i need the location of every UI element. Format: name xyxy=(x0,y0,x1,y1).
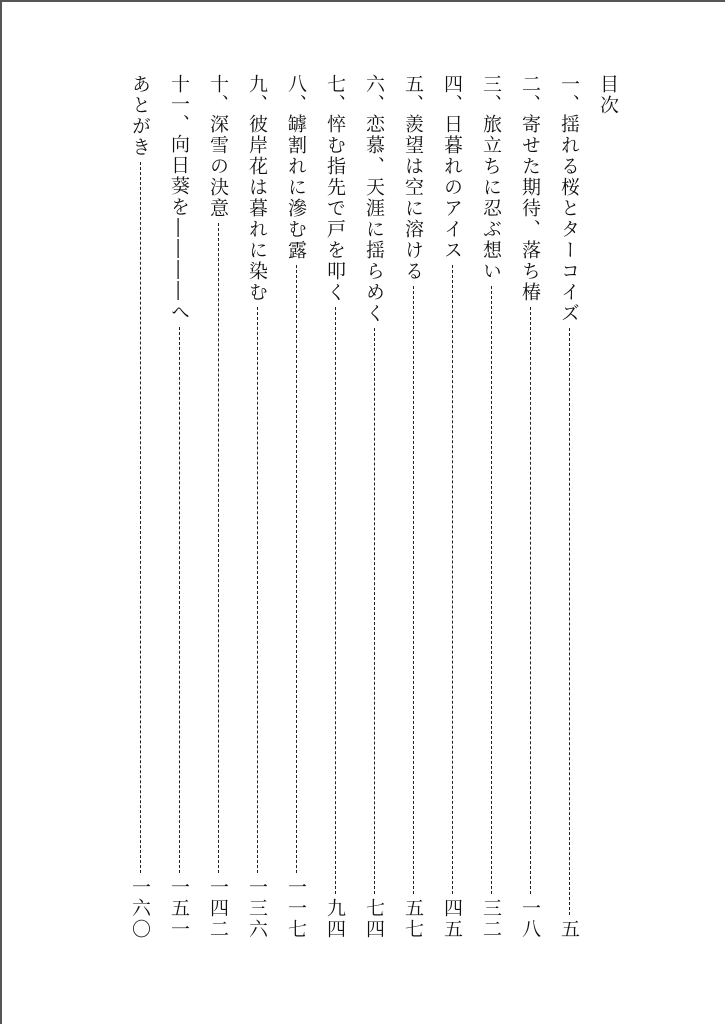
toc-entry xyxy=(243,74,271,940)
dot-leader xyxy=(452,265,453,894)
chapter-number: 五、 xyxy=(402,74,424,114)
toc-entry xyxy=(477,74,505,940)
page-number: 一四二 xyxy=(207,877,229,940)
chapter-title: 深雪の決意 xyxy=(207,114,229,219)
chapter-title: 旅立ちに忍ぶ想い xyxy=(480,114,502,282)
chapter-number: 一、 xyxy=(558,74,580,114)
chapter-number: 二、 xyxy=(519,74,541,114)
chapter-number: 三、 xyxy=(480,74,502,114)
page-number: 四五 xyxy=(441,898,463,940)
page-number: 五七 xyxy=(402,898,424,940)
chapter-number: 四、 xyxy=(441,74,463,114)
dot-leader xyxy=(413,286,414,894)
dot-leader xyxy=(296,265,297,873)
chapter-number: 十、 xyxy=(207,74,229,114)
chapter-title: 寄せた期待、落ち椿 xyxy=(519,114,541,303)
dot-leader xyxy=(491,286,492,894)
chapter-title: 罅割れに滲む露 xyxy=(285,114,307,261)
chapter-number: 八、 xyxy=(285,74,307,114)
chapter-title: 日暮れのアイス xyxy=(441,114,463,261)
dot-leader xyxy=(569,328,570,915)
afterword-title: あとがき xyxy=(129,74,151,158)
page-number: 九四 xyxy=(324,898,346,940)
page-number: 七四 xyxy=(363,898,385,940)
toc-entry xyxy=(516,74,544,940)
chapter-title: 向日葵を――――へ xyxy=(168,134,190,323)
dot-leader xyxy=(140,162,141,873)
dot-leader xyxy=(374,328,375,894)
toc-entry xyxy=(321,74,349,940)
chapter-title: 恋慕、天涯に揺らめく xyxy=(363,114,385,324)
page-number: 一三六 xyxy=(246,877,268,940)
toc-heading: 目次 xyxy=(597,74,619,116)
page-number: 三二 xyxy=(480,898,502,940)
toc-entry xyxy=(399,74,427,940)
chapter-number: 七、 xyxy=(324,74,346,114)
toc-entry xyxy=(165,74,193,940)
toc-entry xyxy=(126,74,154,940)
page-number: 一五一 xyxy=(168,877,190,940)
page-number: 一六〇 xyxy=(129,877,151,940)
dot-leader xyxy=(179,327,180,873)
chapter-number: 六、 xyxy=(363,74,385,114)
toc-entry xyxy=(282,74,310,940)
dot-leader xyxy=(530,307,531,894)
chapter-title: 悴む指先で戸を叩く xyxy=(324,114,346,303)
page-number: 一八 xyxy=(519,898,541,940)
dot-leader xyxy=(335,307,336,894)
page-number: 一一七 xyxy=(285,877,307,940)
toc-entry xyxy=(204,74,232,940)
toc-entry xyxy=(360,74,388,940)
dot-leader xyxy=(218,223,219,873)
chapter-number: 十一、 xyxy=(168,74,190,134)
toc-entry xyxy=(438,74,466,940)
chapter-title: 彼岸花は暮れに染む xyxy=(246,114,268,303)
toc-entry xyxy=(555,74,583,940)
page-number: 五 xyxy=(558,919,580,940)
dot-leader xyxy=(257,307,258,873)
chapter-title: 羨望は空に溶ける xyxy=(402,114,424,282)
chapter-number: 九、 xyxy=(246,74,268,114)
chapter-title: 揺れる桜とターコイズ xyxy=(558,114,580,324)
table-of-contents xyxy=(2,74,725,954)
